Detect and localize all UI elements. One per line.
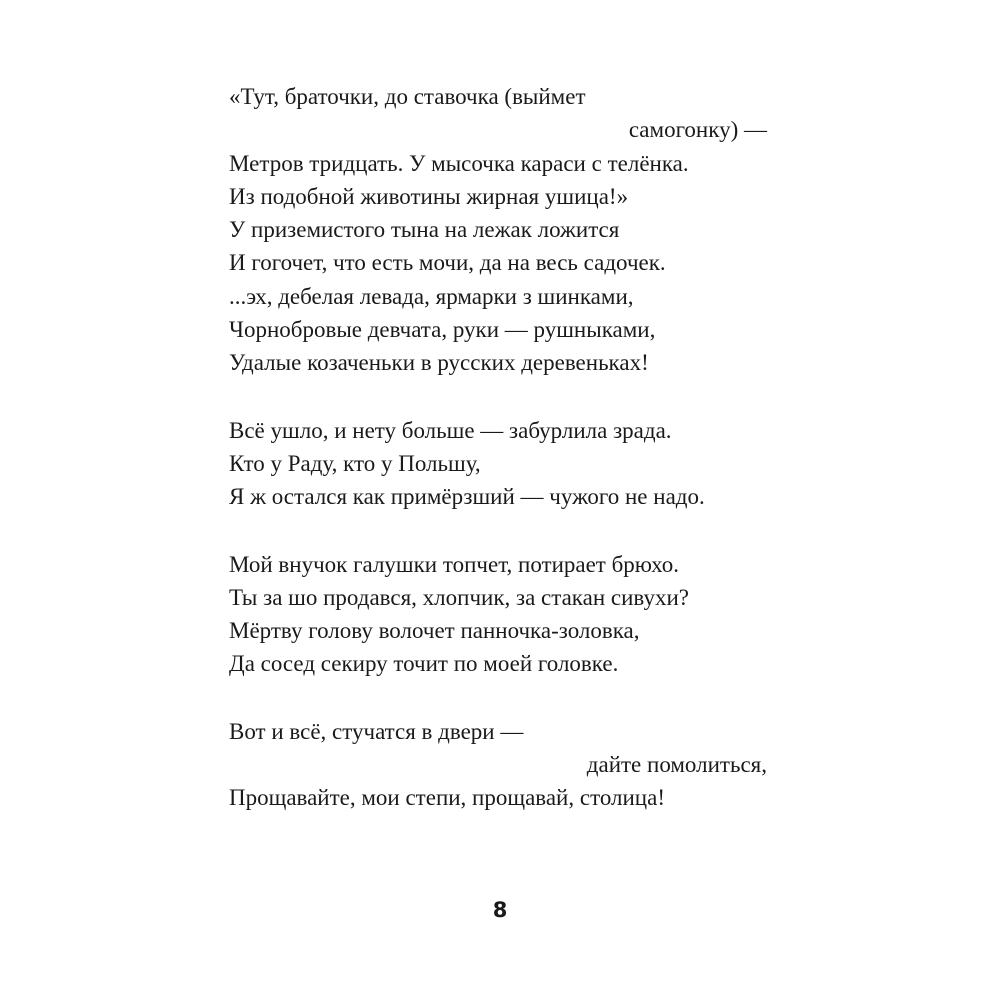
poem-line-continuation: дайте помолиться, [586, 752, 767, 778]
page-number: 8 [492, 898, 508, 922]
poem-line: Я ж остался как примёрзший — чужого не надо. [229, 484, 705, 510]
poem-line: Да сосед секиру точит по моей головке. [229, 651, 619, 677]
poem-line: Метров тридцать. У мысочка караси с телёнка. [229, 150, 689, 176]
poem-line: Удалые козаченьки в русских деревеньках! [229, 350, 649, 376]
poem-line: Ты за шо продався, хлопчик, за стакан сивухи? [229, 584, 690, 610]
poem-text [229, 80, 789, 849]
poem-line-continuation: самогонку) — [628, 117, 767, 143]
poem-line: «Тут, браточки, до ставочка (выймет [229, 84, 586, 109]
poem-line: Вот и всё, стучатся в двери — [229, 718, 524, 744]
poem-line: У приземистого тына на лежак ложится [229, 217, 620, 243]
stanza-2 [229, 414, 789, 514]
poem-line: И гогочет, что есть мочи, да на весь садочек. [229, 250, 666, 276]
stanza-4 [229, 715, 789, 815]
poem-line: Прощавайте, мои степи, прощавай, столица! [229, 785, 665, 811]
poem-line: Кто у Раду, кто у Польшу, [229, 450, 481, 476]
stanza-1 [229, 80, 789, 380]
stanza-3 [229, 548, 789, 681]
poem-line: Мёртву голову волочет панночка-золовка, [229, 618, 640, 644]
poem-line: ...эх, дебелая левада, ярмарки з шинками, [229, 283, 634, 309]
poem-line: Мой внучок галушки топчет, потирает брюхо. [229, 551, 679, 577]
poem-line: Всё ушло, и нету больше — забурлила зрада. [229, 417, 672, 443]
poem-line: Из подобной животины жирная ушица!» [229, 183, 629, 209]
poem-line: Чорнобровые девчата, руки — рушныками, [229, 317, 656, 343]
